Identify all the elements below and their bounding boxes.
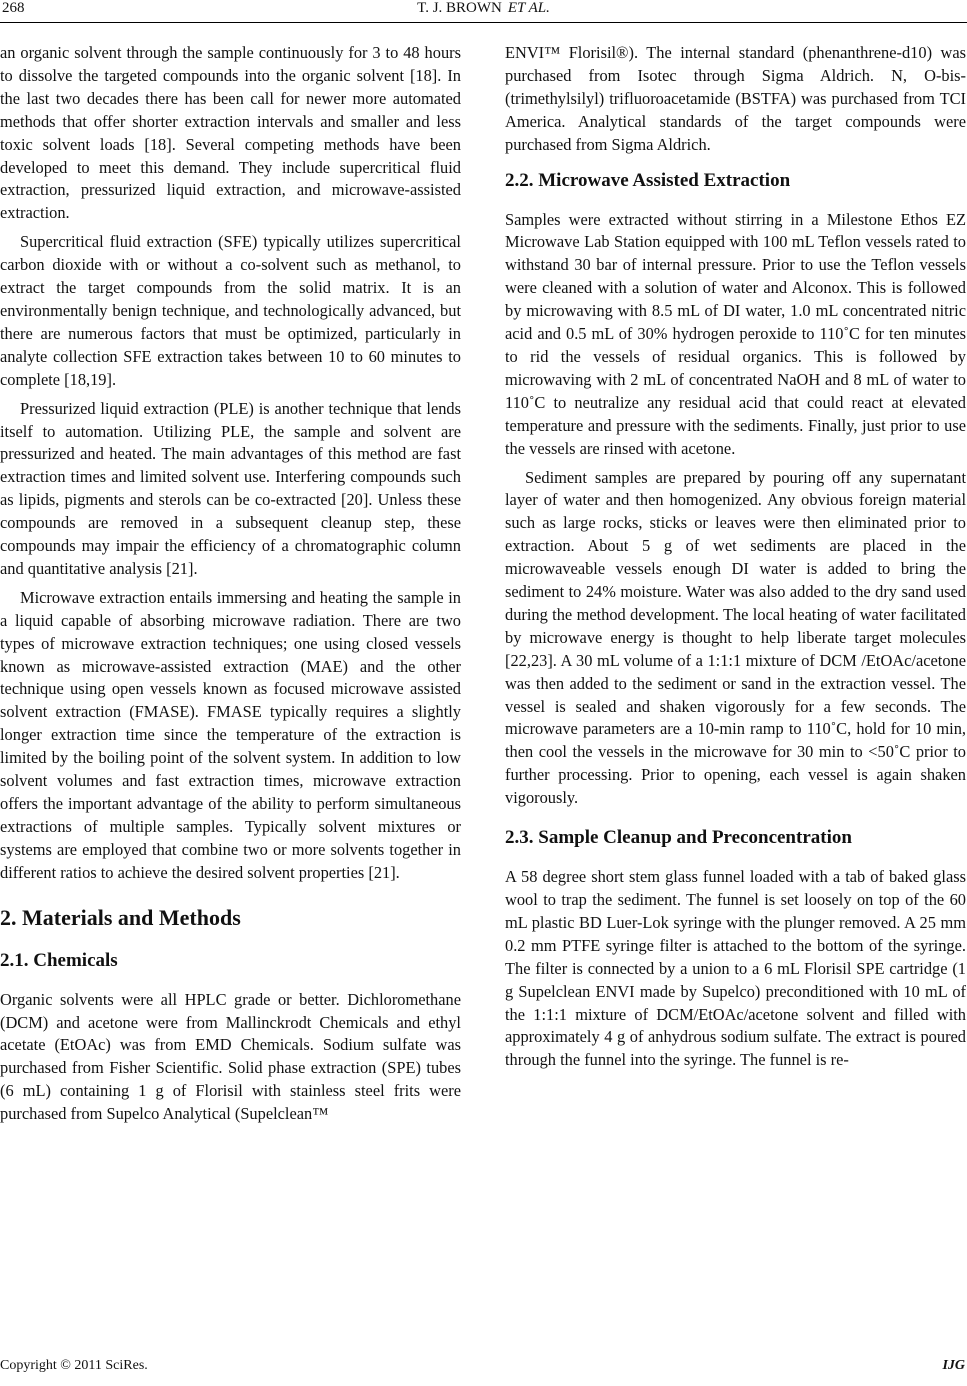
left-column <box>0 42 461 1126</box>
paragraph: an organic solvent through the sample continuously for 3 to 48 hours to dissolve the targeted compounds into the organic solvent [18]. In the last two decades there has been call for newer more automated methods that offer shorter extraction intervals and smaller and less toxic solvent loads [18]. Several competing methods have been developed to meet this demand. They include supercritical fluid extraction, pressurized liquid extraction, and microwave-assisted extraction. <box>0 43 461 223</box>
journal-abbreviation: IJG <box>942 1358 965 1373</box>
page-number: 268 <box>2 0 25 16</box>
subsection-heading: 2.1. Chemicals <box>0 949 118 971</box>
copyright-notice: Copyright © 2011 SciRes. <box>0 1358 148 1373</box>
page-header <box>0 0 967 22</box>
paragraph: Samples were extracted without stirring in a Milestone Ethos EZ Microwave Lab Station equipped with 100 mL Teflon vessels rated to withstand 30 bar of internal pressure. Prior to use the Teflon vessels were cleaned with a solution of water and Alconox. This is followed by microwaving with 8.5 mL of DI water, 1.0 mL concentrated nitric acid and 0.5 mL of 30% hydrogen peroxide to 110˚C for ten minutes to rid the vessels of residual organics. This is followed by microwaving with 2 mL of concentrated NaOH and 8 mL of water to 110˚C to neutralize any residual acid that could react at elevated temperature and pressure with the sediments. Finally, just prior to use the vessels are rinsed with acetone. <box>505 209 966 458</box>
running-title-authors: T. J. BROWN <box>417 0 502 16</box>
paragraph: Supercritical fluid extraction (SFE) typically utilizes supercritical carbon dioxide with or without a co-solvent such as methanol, to extract the target compounds from the solid matrix. It is an environmentally benign technique, and technologically advanced, but there are numerous factors that must be optimized, particularly in analyte collection SFE extraction takes between 10 to 60 minutes to complete [18,19]. <box>0 232 461 389</box>
paragraph: A 58 degree short stem glass funnel loaded with a tab of baked glass wool to trap the sediment. The funnel is set loosely on top of the 60 mL plastic BD Luer-Lok syringe with the plunger removed. A 25 mm 0.2 mm PTFE syringe filter is attached to the bottom of the syringe. The filter is connected by a union to a 6 mL Florisil SPE cartridge (1 g Supelclean ENVI made by Supelco) preconditioned with 10 mL of the 1:1:1 mixture of DCM/EtOAc/acetone solvent and filled with approximately 4 g of anhydrous sodium sulfate. The extract is poured through the funnel into the syringe. The funnel is re- <box>505 867 966 1070</box>
header-rule <box>0 22 967 23</box>
right-column <box>505 42 966 1072</box>
paragraph: Sediment samples are prepared by pouring off any supernatant layer of water and then homogenized. Any obvious foreign material such as large rocks, sticks or leaves were then eliminated prior to extraction. About 5 g of wet sediments are placed in the microwaveable vessels enough DI water is added to bring the sediment to 24% moisture. Water was also added to the dry sand used during the method development. The local heating of water facilitated by microwave energy is thought to help liberate target molecules [22,23]. A 30 mL volume of a 1:1:1 mixture of DCM /EtOAc/acetone was then added to the sediment or sand in the extraction vessel. The vessel is sealed and shaken vigorously for a few seconds. The microwave parameters are a 10-min ramp to 110˚C, hold for 10 min, then cool the vessels in the microwave for 30 min to <50˚C prior to further processing. Prior to opening, each vessel is again shaken vigorously. <box>505 467 966 808</box>
paragraph: Organic solvents were all HPLC grade or better. Dichloromethane (DCM) and acetone were from Mallinckrodt Chemicals and ethyl acetate (EtOAc) was from EMD Chemicals. Sodium sulfate was purchased from Fisher Scientific. Solid phase extraction (SPE) tubes (6 mL) containing 1 g of Florisil with stainless steel frits were purchased from Supelco Analytical (Supelclean™ <box>0 989 461 1124</box>
subsection-heading: 2.2. Microwave Assisted Extraction <box>505 169 791 191</box>
page-footer <box>0 1358 967 1374</box>
paragraph: Microwave extraction entails immersing and heating the sample in a liquid capable of absorbing microwave radiation. There are two types of microwave extraction techniques; one using closed vessels known as microwave-assisted extraction (MAE) and the other technique using open vessels known as focused microwave assisted solvent extraction (FMASE). FMASE typically requires a slightly longer extraction time since the temperature of the extraction is limited by the boiling point of the solvent system. In addition to low solvent volumes and fast extraction times, microwave extraction offers the important advantage of the ability to perform simultaneous extractions of multiple samples. Typically solvent mixtures or systems are employed that combine two or more solvents together in different ratios to achieve the desired solvent properties [21]. <box>0 587 461 882</box>
section-heading: 2. Materials and Methods <box>0 904 241 930</box>
running-title <box>0 0 967 17</box>
running-title-etal: ET AL. <box>507 0 550 16</box>
subsection-heading: 2.3. Sample Cleanup and Preconcentration <box>505 827 852 849</box>
paragraph: ENVI™ Florisil®). The internal standard (phenanthrene-d10) was purchased from Isotec through Sigma Aldrich. N, O-bis-(trimethylsilyl) trifluoroacetamide (BSTFA) was purchased from TCI America. Analytical standards of the target compounds were purchased from Sigma Aldrich. <box>505 43 966 154</box>
paragraph: Pressurized liquid extraction (PLE) is another technique that lends itself to automation. Utilizing PLE, the sample and solvent are pressurized and heated. The main advantages of this method are fast extraction times and limited solvent use. Interfering compounds such as lipids, pigments and sterols can be co-extracted [20]. Unless these compounds are removed in a subsequent cleanup step, these compounds may impair the efficiency of a chromatographic column and quantitative analysis [21]. <box>0 398 461 578</box>
